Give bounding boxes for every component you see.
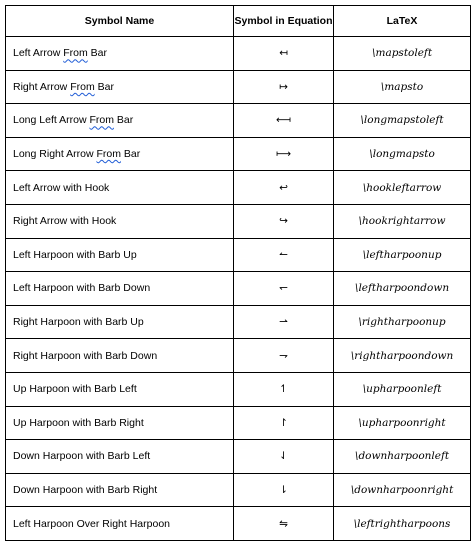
latex-cell: \leftrightharpoons	[334, 507, 471, 541]
table-row	[6, 406, 471, 440]
table-row	[6, 440, 471, 474]
table-row	[6, 171, 471, 205]
table-row	[6, 137, 471, 171]
latex-cell: \mapsto	[334, 70, 471, 104]
symbol-cell: ↩	[234, 171, 334, 205]
latex-cell: \longmapstoleft	[334, 104, 471, 138]
header-symbol-name: Symbol Name	[6, 6, 234, 37]
table-row	[6, 238, 471, 272]
name-text: Left Harpoon Over Right Harpoon	[13, 517, 171, 530]
latex-cell: \leftharpoonup	[334, 238, 471, 272]
arrow-symbols-table	[5, 5, 471, 541]
name-text: Right Harpoon with Barb Up	[13, 316, 144, 329]
symbol-cell: ⇋	[234, 507, 334, 541]
name-text: Right Harpoon with Barb Down	[13, 349, 158, 362]
table-row	[6, 305, 471, 339]
symbol-name-cell	[6, 171, 234, 205]
name-text: Long Left Arrow	[13, 114, 90, 127]
symbol-cell: ⇃	[234, 440, 334, 474]
table-row	[6, 37, 471, 71]
name-text: Bar	[87, 47, 107, 60]
symbol-cell: ↽	[234, 272, 334, 306]
table-row	[6, 272, 471, 306]
name-text: Bar	[113, 114, 134, 127]
symbol-name-cell	[6, 372, 234, 406]
symbol-name-cell	[6, 406, 234, 440]
table-row	[6, 473, 471, 507]
symbol-name-cell	[6, 339, 234, 373]
latex-cell: \downharpoonright	[334, 473, 471, 507]
name-text: Right Arrow	[13, 80, 71, 93]
name-text: Left Harpoon with Barb Up	[13, 248, 137, 261]
table-row	[6, 104, 471, 138]
name-text: Up Harpoon with Barb Right	[13, 416, 144, 429]
symbol-cell: ↤	[234, 37, 334, 71]
table-row	[6, 204, 471, 238]
symbol-cell: ↾	[234, 406, 334, 440]
symbol-name-cell	[6, 104, 234, 138]
latex-cell: \upharpoonright	[334, 406, 471, 440]
table-row	[6, 507, 471, 541]
name-text: Bar	[94, 80, 114, 93]
latex-cell: \hookrightarrow	[334, 204, 471, 238]
name-text: Left Arrow	[13, 47, 64, 60]
table-row	[6, 339, 471, 373]
symbol-cell: ↪	[234, 204, 334, 238]
symbol-name-cell	[6, 507, 234, 541]
header-latex: LaTeX	[334, 6, 471, 37]
symbol-cell: ↦	[234, 70, 334, 104]
symbol-cell: ⇀	[234, 305, 334, 339]
symbol-cell: ⇂	[234, 473, 334, 507]
name-text: Down Harpoon with Barb Left	[13, 450, 151, 463]
name-text: Up Harpoon with Barb Left	[13, 383, 137, 396]
symbol-cell: ⟻	[234, 104, 334, 138]
symbol-cell: ↿	[234, 372, 334, 406]
latex-cell: \hookleftarrow	[334, 171, 471, 205]
table-row	[6, 372, 471, 406]
latex-cell: \leftharpoondown	[334, 272, 471, 306]
name-text: Down Harpoon with Barb Right	[13, 484, 158, 497]
symbol-name-cell	[6, 238, 234, 272]
symbol-cell: ⟼	[234, 137, 334, 171]
latex-cell: \mapstoleft	[334, 37, 471, 71]
name-text: Left Arrow with Hook	[13, 181, 110, 194]
latex-cell: \upharpoonleft	[334, 372, 471, 406]
symbol-name-cell	[6, 440, 234, 474]
latex-cell: \longmapsto	[334, 137, 471, 171]
header-symbol-in-equation: Symbol in Equation	[234, 6, 334, 37]
table-row	[6, 70, 471, 104]
symbol-name-cell	[6, 37, 234, 71]
name-text: Bar	[120, 148, 141, 161]
spellcheck-flagged-word: From	[63, 47, 88, 60]
latex-cell: \rightharpoondown	[334, 339, 471, 373]
spellcheck-flagged-word: From	[96, 148, 121, 161]
symbol-name-cell	[6, 70, 234, 104]
symbol-name-cell	[6, 305, 234, 339]
latex-cell: \rightharpoonup	[334, 305, 471, 339]
symbol-cell: ↼	[234, 238, 334, 272]
name-text: Long Right Arrow	[13, 148, 97, 161]
table-header-row	[6, 6, 471, 37]
symbol-name-cell	[6, 204, 234, 238]
symbol-name-cell	[6, 272, 234, 306]
name-text: Right Arrow with Hook	[13, 215, 117, 228]
latex-cell: \downharpoonleft	[334, 440, 471, 474]
symbol-name-cell	[6, 473, 234, 507]
symbol-cell: ⇁	[234, 339, 334, 373]
name-text: Left Harpoon with Barb Down	[13, 282, 151, 295]
spellcheck-flagged-word: From	[89, 114, 114, 127]
spellcheck-flagged-word: From	[70, 80, 95, 93]
symbol-name-cell	[6, 137, 234, 171]
